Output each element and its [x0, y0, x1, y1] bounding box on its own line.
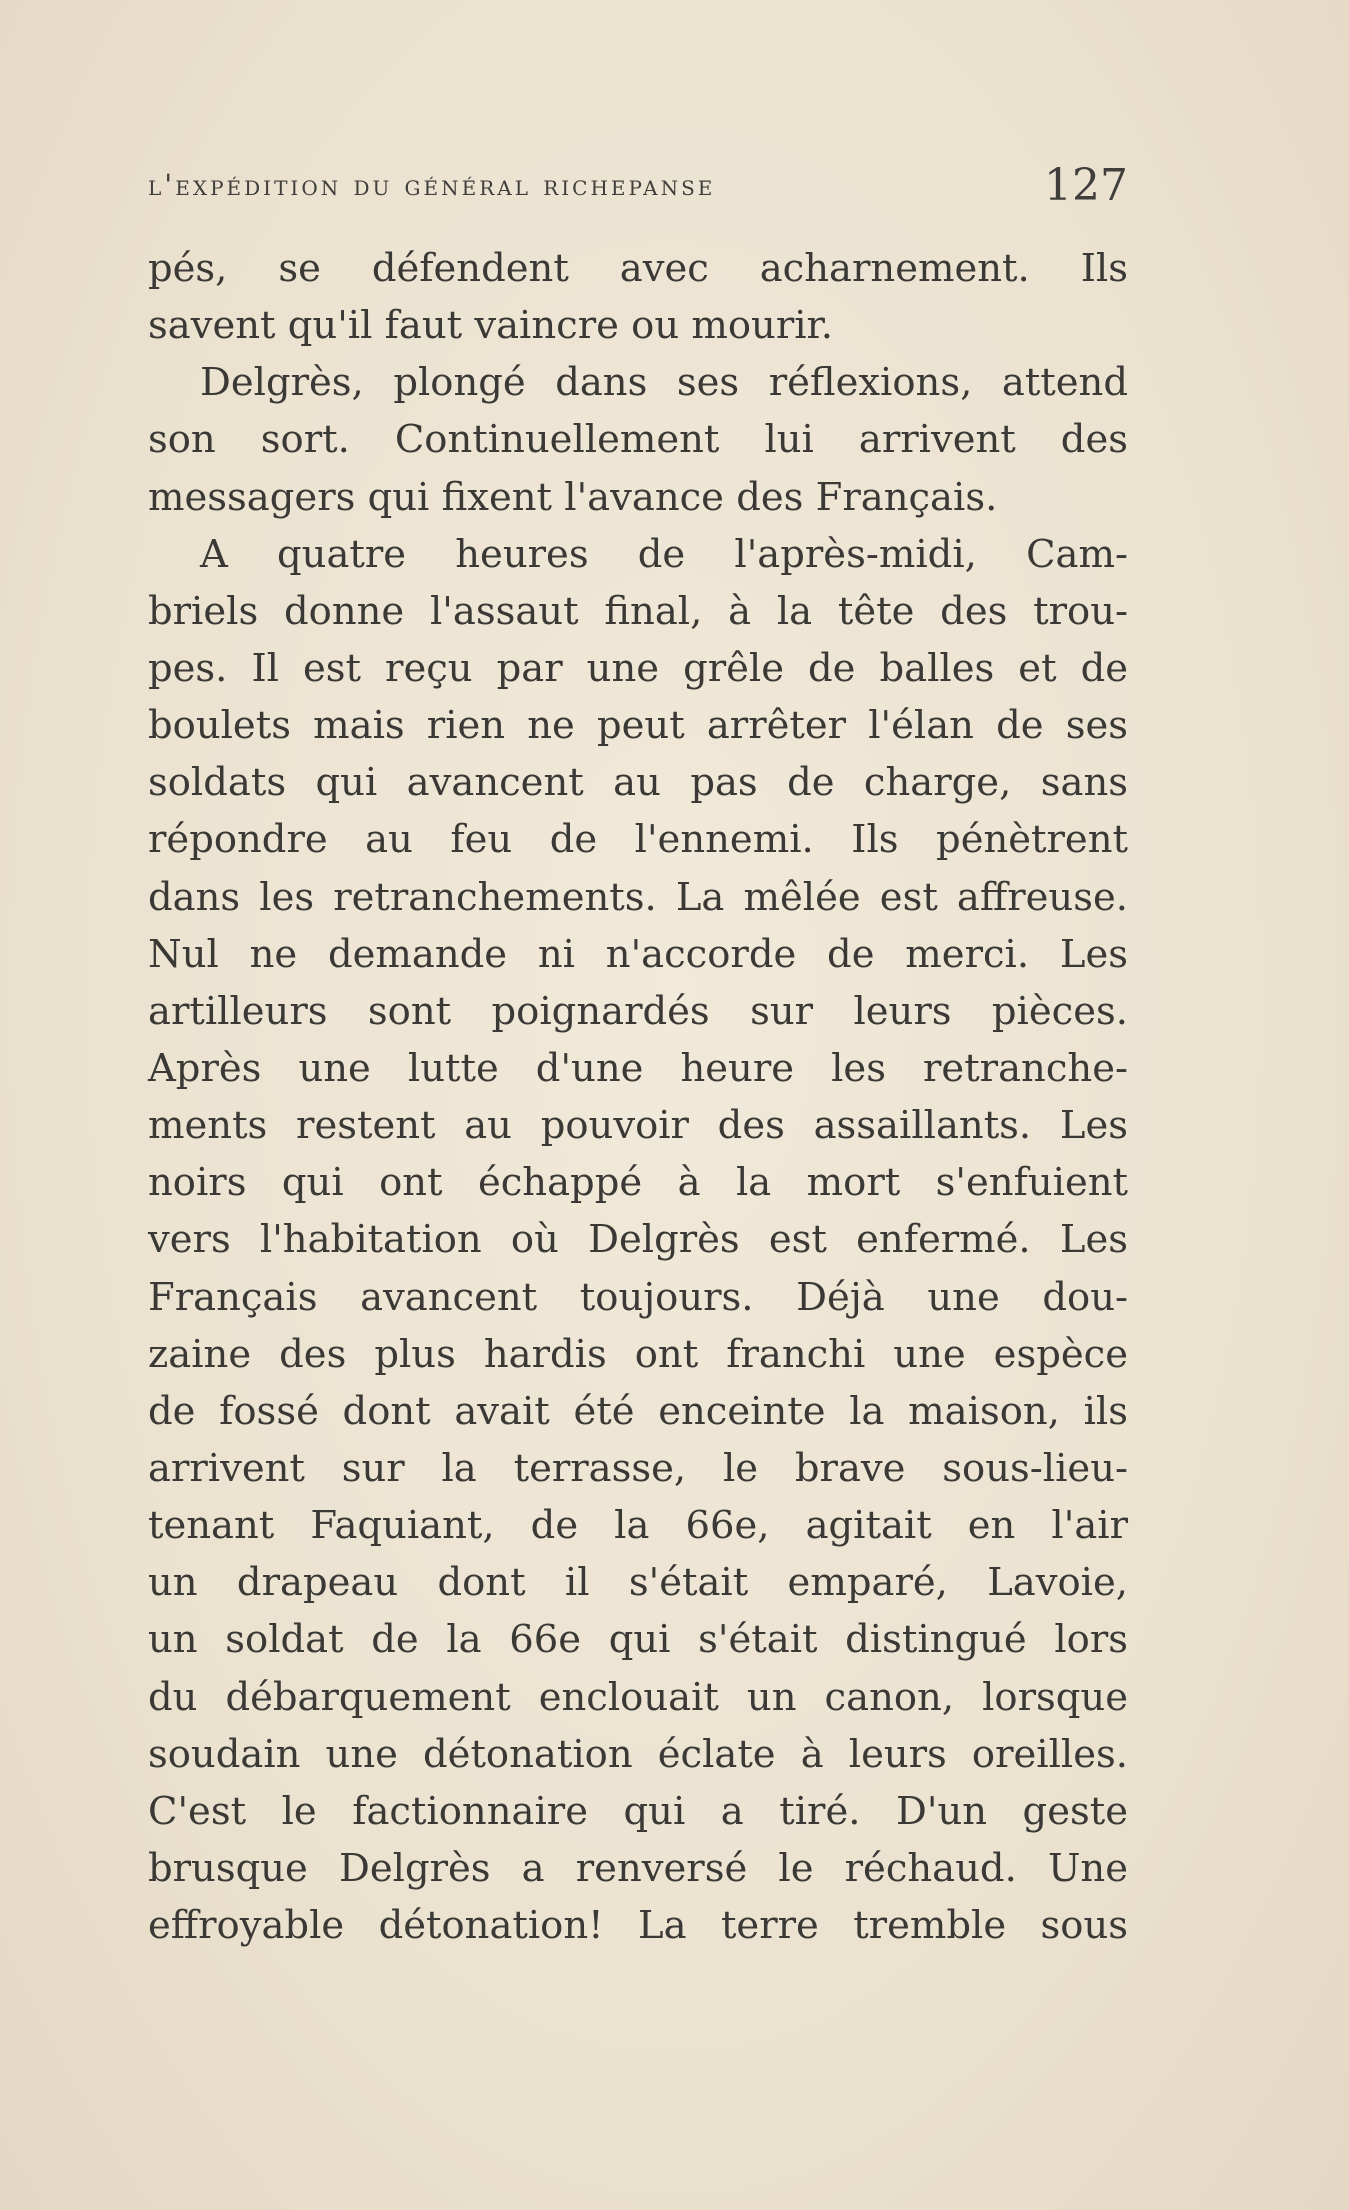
text-line: boulets mais rien ne peut arrêter l'élan de ses: [148, 703, 1128, 749]
text-line: pés, se défendent avec acharnement. Ils: [148, 246, 1128, 291]
text-line: de fossé dont avait été enceinte la maison, ils: [148, 1388, 1128, 1434]
text-line: tenant Faquiant, de la 66e, agitait en l'air: [148, 1503, 1128, 1549]
running-title: l'expédition du général richepanse: [148, 168, 716, 202]
page-number: 127: [1044, 160, 1128, 211]
running-head: [148, 160, 1128, 220]
text-line: un drapeau dont il s'était emparé, Lavoie,: [148, 1560, 1128, 1606]
text-line: Nul ne demande ni n'accorde de merci. Les: [148, 931, 1128, 977]
text-line: répondre au feu de l'ennemi. Ils pénètrent: [148, 817, 1128, 863]
text-line: ments restent au pouvoir des assaillants. Les: [148, 1103, 1128, 1149]
text-line: arrivent sur la terrasse, le brave sous-lieu-: [148, 1445, 1128, 1491]
text-line: un soldat de la 66e qui s'était distingué lors: [148, 1617, 1128, 1663]
text-line: soldats qui avancent au pas de charge, sans: [148, 760, 1128, 806]
text-line: pes. Il est reçu par une grêle de balles et de: [148, 645, 1128, 691]
text-line: briels donne l'assaut final, à la tête des trou-: [148, 588, 1128, 634]
text-line: vers l'habitation où Delgrès est enfermé. Les: [148, 1217, 1128, 1263]
text-line: A quatre heures de l'après-midi, Cam-: [200, 531, 1128, 577]
text-line: noirs qui ont échappé à la mort s'enfuient: [148, 1160, 1128, 1206]
text-line: savent qu'il faut vaincre ou mourir.: [148, 303, 833, 349]
text-line: Delgrès, plongé dans ses réflexions, attend: [200, 360, 1128, 406]
text-line: artilleurs sont poignardés sur leurs pièces.: [148, 988, 1128, 1034]
text-line: dans les retranchements. La mêlée est affreuse.: [148, 874, 1128, 920]
text-line: son sort. Continuellement lui arrivent des: [148, 417, 1128, 463]
text-line: du débarquement enclouait un canon, lorsque: [148, 1674, 1128, 1720]
text-line: brusque Delgrès a renversé le réchaud. Une: [148, 1845, 1128, 1891]
body-text: [148, 240, 1128, 1954]
text-line: effroyable détonation! La terre tremble sous: [148, 1903, 1128, 1949]
text-line: zaine des plus hardis ont franchi une espèce: [148, 1331, 1128, 1377]
text-line: Français avancent toujours. Déjà une dou-: [148, 1274, 1128, 1320]
text-line: messagers qui fixent l'avance des Français.: [148, 474, 998, 520]
text-line: Après une lutte d'une heure les retranche-: [148, 1045, 1128, 1091]
text-line: soudain une détonation éclate à leurs oreilles.: [148, 1731, 1128, 1777]
text-line: C'est le factionnaire qui a tiré. D'un geste: [148, 1788, 1128, 1834]
